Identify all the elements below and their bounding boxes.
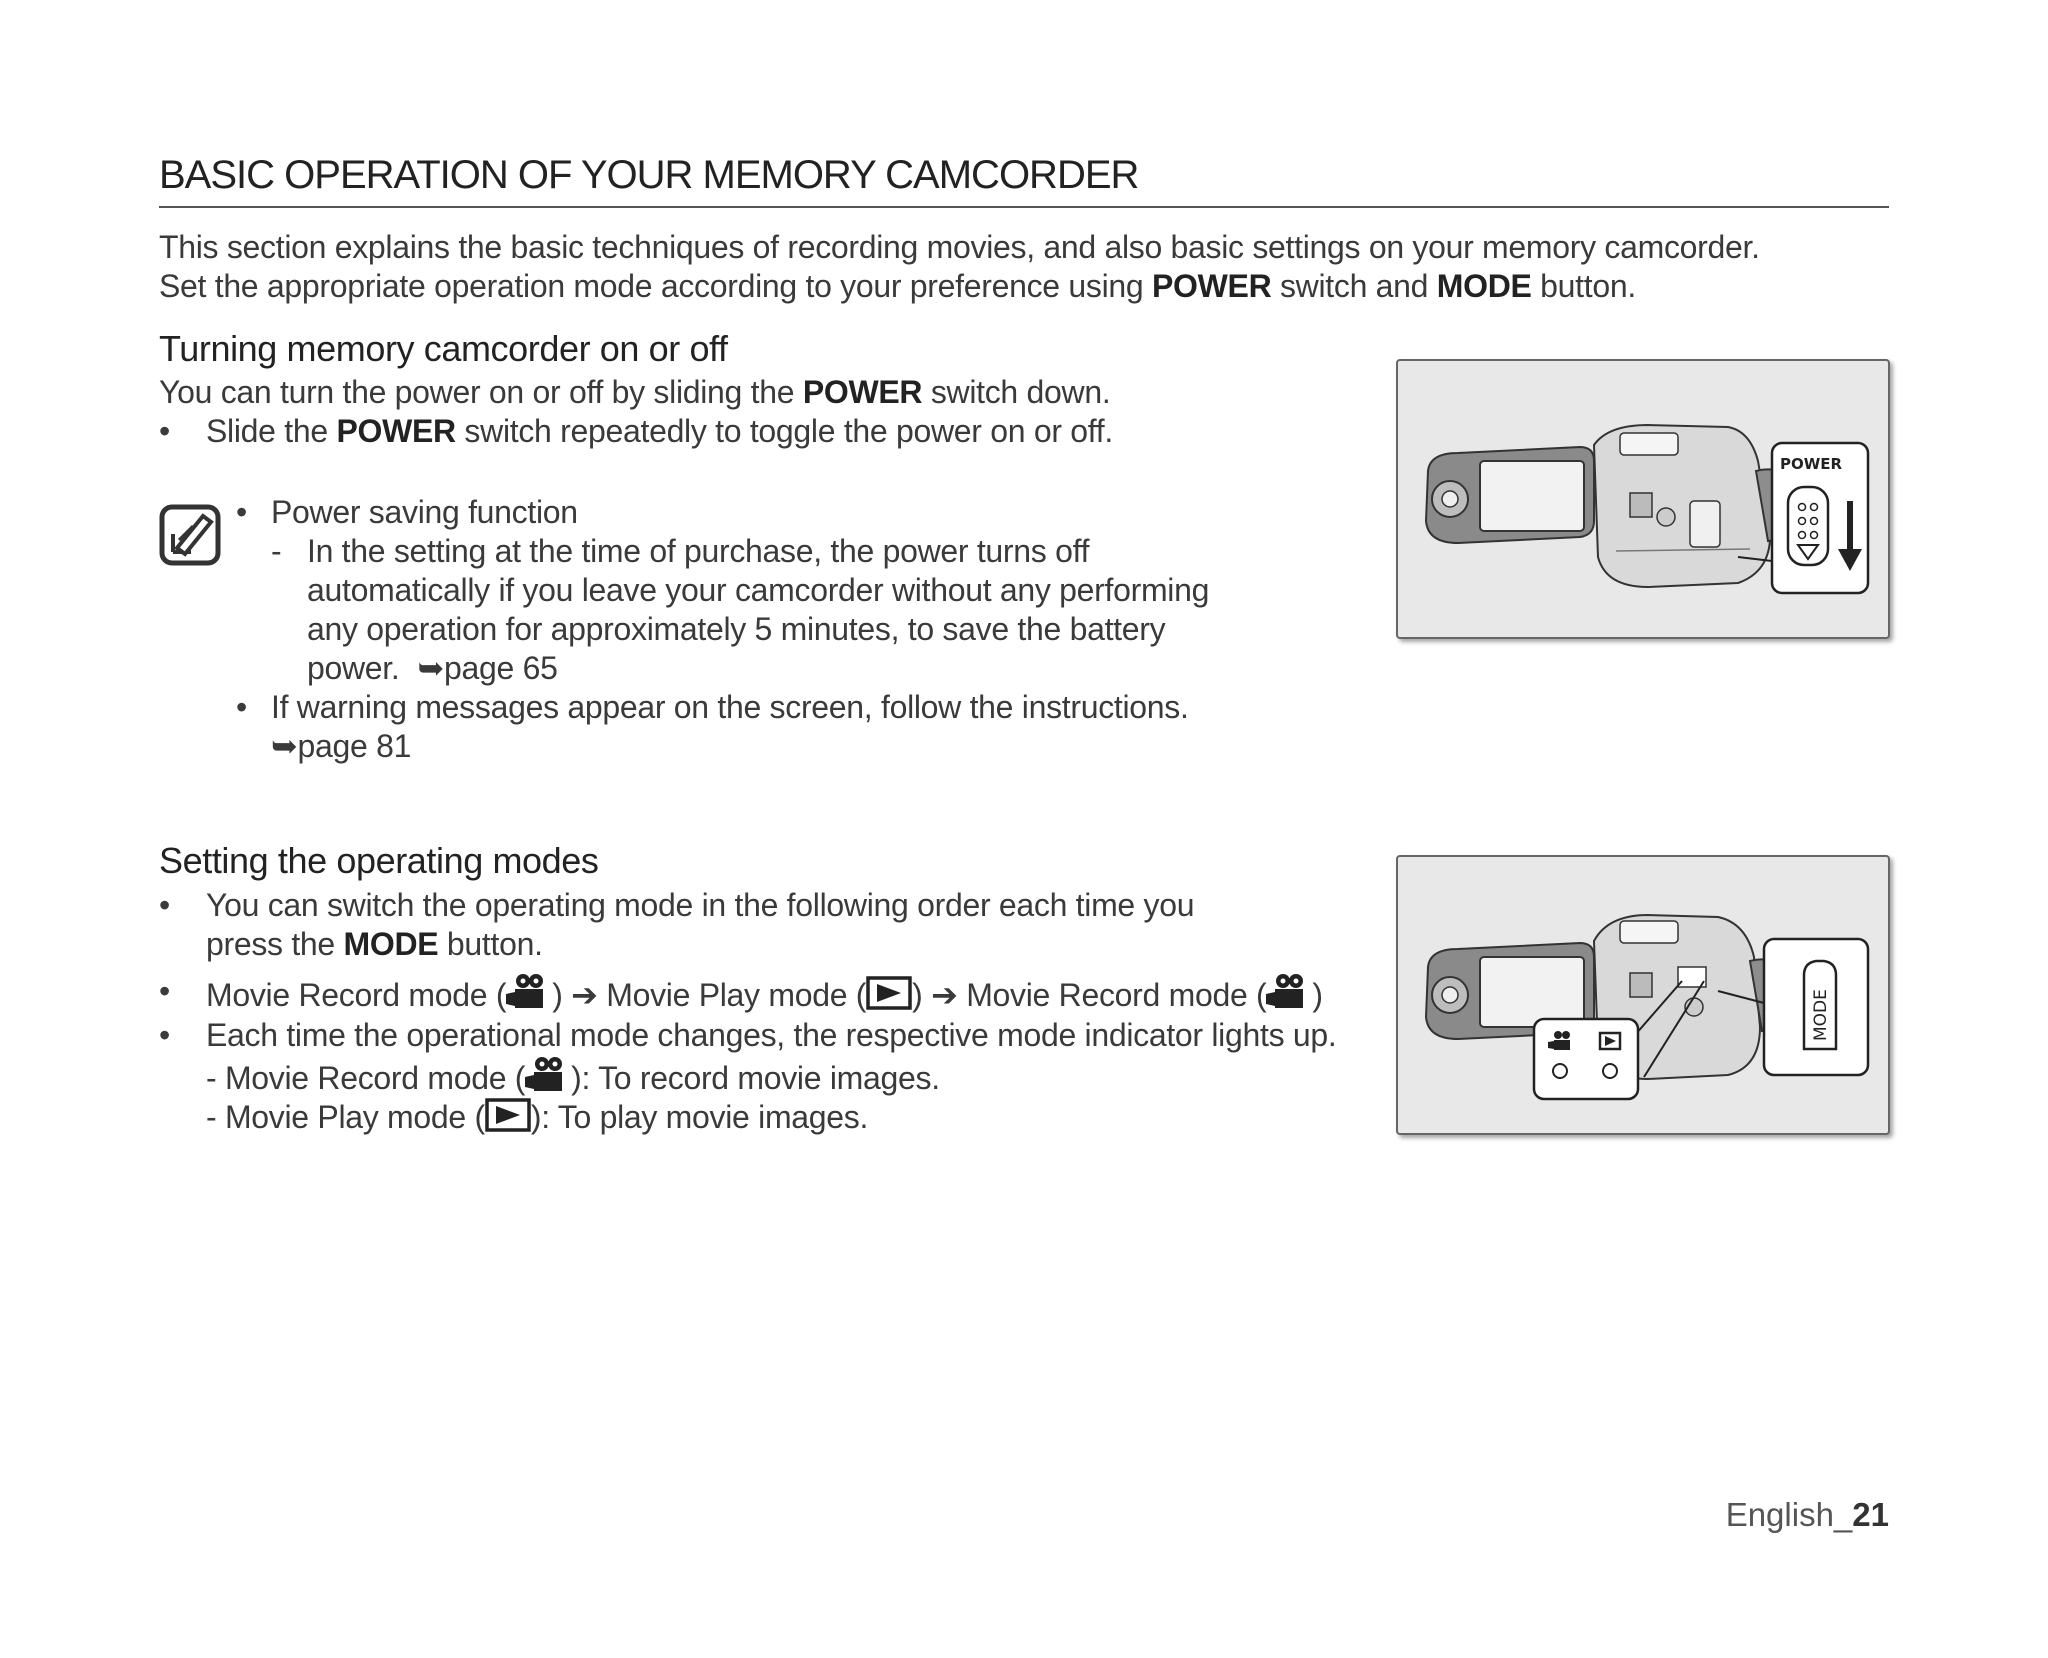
- section-heading-modes: Setting the operating modes: [159, 840, 599, 881]
- modes-bullet-1-line-1: You can switch the operating mode in the following order each time you: [206, 887, 1195, 923]
- note-item-warning: [236, 688, 1189, 766]
- power-bullet-text: Slide the: [206, 413, 337, 449]
- bullet-dot: •: [236, 689, 247, 725]
- note-subitem-line-4: [307, 649, 1209, 688]
- page-number: 21: [1852, 1496, 1889, 1533]
- power-paragraph: [159, 373, 1110, 412]
- modes-bullet-1-text: press the: [206, 926, 344, 962]
- camcorder-mode-illustration: [1398, 857, 1888, 1133]
- modes-sub-record-label: - Movie Record mode (: [206, 1060, 526, 1096]
- mode-keyword: MODE: [343, 926, 439, 962]
- intro-line-1: This section explains the basic techniques of recording movies, and also basic settings on your memory camcorder.: [159, 229, 1760, 265]
- power-bullet-end: switch repeatedly to toggle the power on or off.: [455, 413, 1113, 449]
- note-subitem-line-1: In the setting at the time of purchase, the power turns off: [307, 533, 1090, 569]
- note-item-2-text: If warning messages appear on the screen, follow the instructions.: [271, 689, 1189, 725]
- modes-sub-record: [206, 1055, 1336, 1098]
- intro-text: [159, 228, 1760, 306]
- section-heading-power: Turning memory camcorder on or off: [159, 328, 728, 369]
- title-rule: [159, 206, 1889, 208]
- note-item-power-saving: [236, 493, 578, 532]
- arrow-icon: ➥: [417, 650, 444, 686]
- footer-language: English_: [1725, 1496, 1853, 1533]
- bullet-dot: •: [159, 973, 170, 1009]
- intro-line-2-end: button.: [1531, 268, 1636, 304]
- power-paragraph-end: switch down.: [922, 374, 1111, 410]
- power-keyword: POWER: [336, 413, 456, 449]
- arrow-icon: ➥: [271, 728, 298, 764]
- note-item-1-label: Power saving function: [271, 494, 578, 530]
- page-ref-65[interactable]: page 65: [444, 650, 558, 686]
- bullet-dot: •: [236, 494, 247, 530]
- note-subitem-line-2: automatically if you leave your camcorder without any performing: [307, 572, 1210, 608]
- modes-bullet-2: [159, 972, 1323, 1015]
- modes-bullet-3: [159, 1016, 1336, 1137]
- intro-line-2-mid: switch and: [1271, 268, 1437, 304]
- note-subitem: [271, 532, 1209, 688]
- page-footer: [1726, 1496, 1889, 1534]
- note-subitem-line-3: any operation for approximately 5 minutes, to save the battery: [307, 611, 1166, 647]
- page-ref-81[interactable]: page 81: [297, 728, 412, 764]
- mode-button-figure: [1396, 855, 1890, 1135]
- mode-seq-end: ): [1312, 977, 1323, 1013]
- modes-sub-play-desc: ): To play movie images.: [530, 1099, 869, 1135]
- camcorder-power-illustration: [1398, 361, 1888, 637]
- movie-play-icon: [866, 976, 912, 1010]
- modes-sub-play-label: - Movie Play mode (: [206, 1099, 485, 1135]
- mode-seq-3: ) ➔ Movie Record mode (: [912, 977, 1267, 1013]
- power-figure-label: POWER: [1780, 455, 1843, 473]
- bullet-dot: •: [159, 887, 170, 923]
- mode-keyword: MODE: [1436, 268, 1532, 304]
- modes-bullet-1-end: button.: [438, 926, 543, 962]
- power-paragraph-text: You can turn the power on or off by sliding the: [159, 374, 803, 410]
- note-icon: [159, 504, 221, 571]
- page-title: BASIC OPERATION OF YOUR MEMORY CAMCORDER: [159, 153, 1139, 197]
- power-switch-figure: [1396, 359, 1890, 639]
- modes-bullet-1: [159, 886, 1194, 964]
- bullet-dot: •: [159, 413, 170, 449]
- modes-sub-play: [206, 1098, 1336, 1137]
- movie-record-icon: [1266, 972, 1312, 1010]
- modes-bullet-1-line-2: [206, 925, 1194, 964]
- movie-record-icon: [525, 1055, 571, 1093]
- note-item-2-ref-line: [271, 727, 1189, 766]
- intro-line-2: [159, 267, 1760, 306]
- note-subitem-line-4-text: power.: [307, 650, 400, 686]
- power-keyword: POWER: [802, 374, 923, 410]
- movie-play-icon: [485, 1098, 531, 1132]
- mode-figure-label: MODE: [1811, 989, 1831, 1041]
- modes-sub-record-desc: ): To record movie images.: [571, 1060, 940, 1096]
- bullet-dot: •: [159, 1017, 170, 1053]
- modes-bullet-3-text: Each time the operational mode changes, the respective mode indicator lights up.: [206, 1017, 1337, 1053]
- power-bullet: [159, 412, 1113, 451]
- movie-record-icon: [506, 972, 552, 1010]
- dash: -: [271, 533, 282, 569]
- power-keyword: POWER: [1151, 268, 1272, 304]
- mode-seq-2: ) ➔ Movie Play mode (: [552, 977, 867, 1013]
- mode-seq-1: Movie Record mode (: [206, 977, 507, 1013]
- intro-line-2-text: Set the appropriate operation mode according to your preference using: [159, 268, 1152, 304]
